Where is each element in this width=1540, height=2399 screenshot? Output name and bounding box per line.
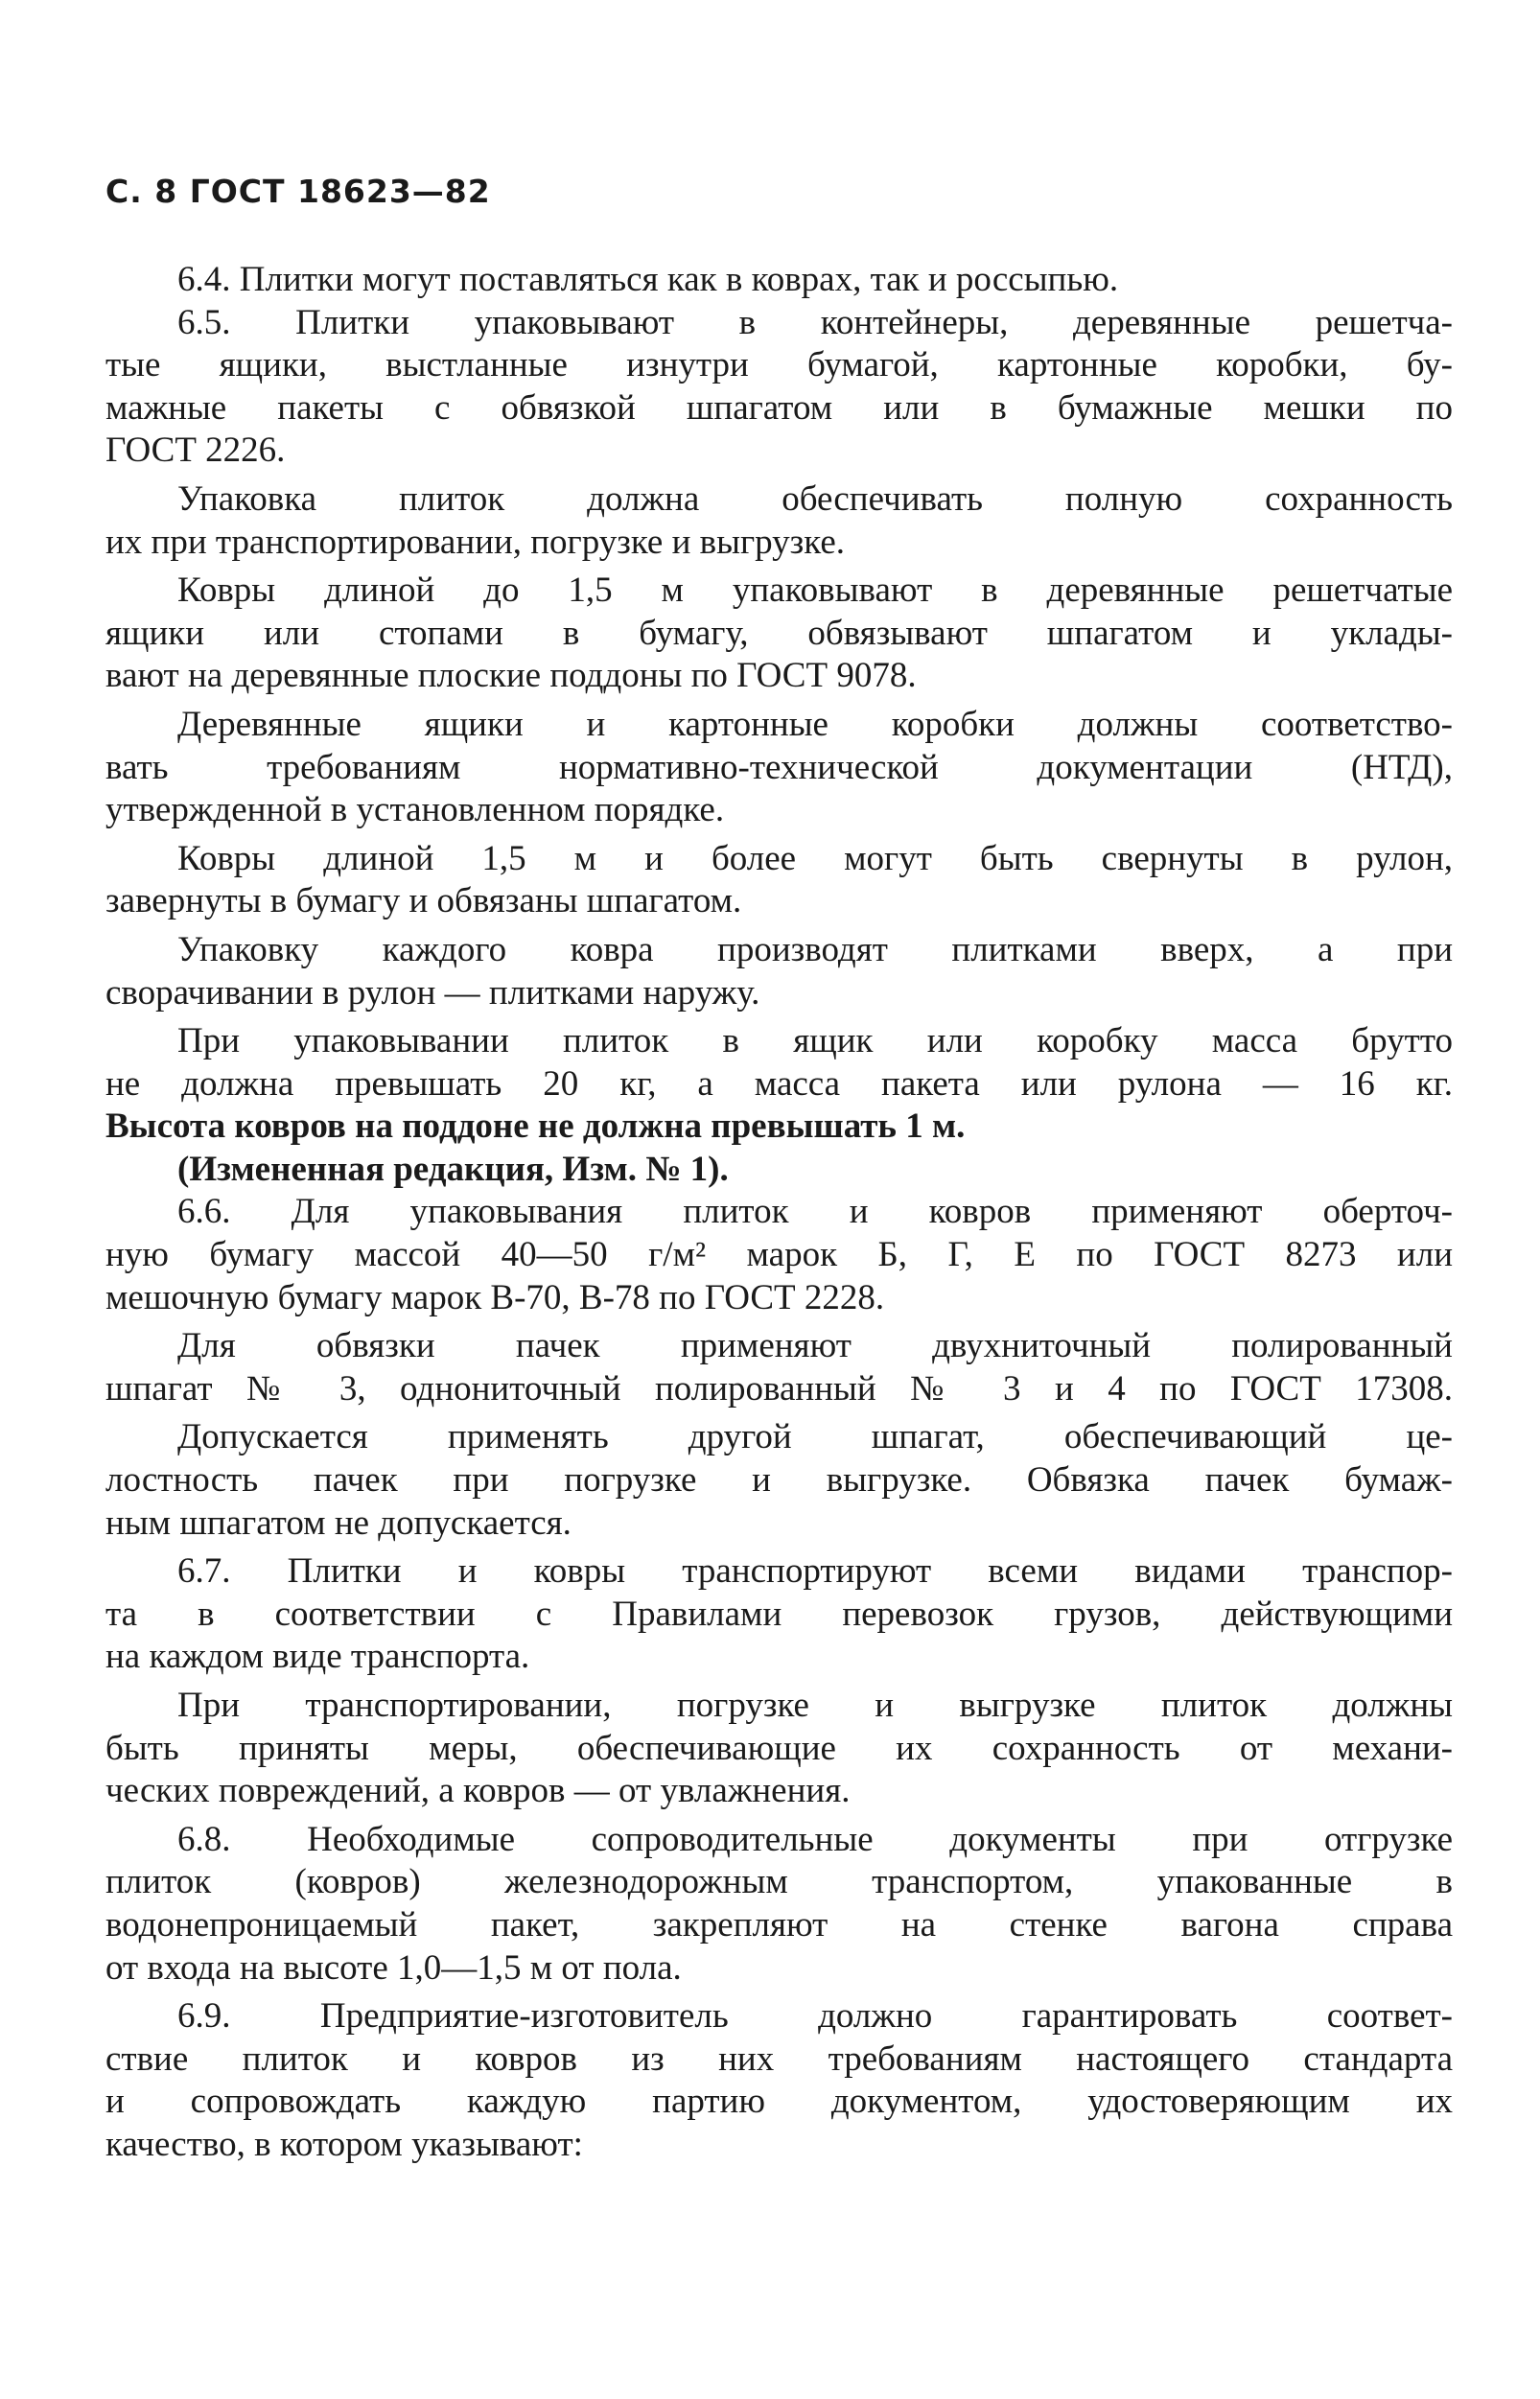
text-line: 6.5. Плитки упаковывают в контейнеры, деревянные решетча- — [177, 302, 1453, 342]
text-line: утвержденной в установленном порядке. — [105, 790, 725, 830]
text-line: Ковры длиной 1,5 м и более могут быть свернуты в рулон, — [177, 838, 1453, 878]
text-line: (Измененная редакция, Изм. № 1). — [177, 1149, 729, 1189]
text-line: ческих повреждений, а ковров — от увлажнения. — [105, 1771, 851, 1811]
body-text — [105, 259, 1453, 2167]
text-line: Упаковку каждого ковра производят плитками вверх, а при — [177, 929, 1453, 969]
text-line: не должна превышать 20 кг, а масса пакета или рулона — 16 кг. — [105, 1063, 1453, 1104]
page-header: С. 8 ГОСТ 18623—82 — [105, 173, 491, 210]
text-line: та в соответствии с Правилами перевозок грузов, действующими — [105, 1594, 1453, 1634]
text-line: Для обвязки пачек применяют двухниточный полированный — [177, 1326, 1453, 1366]
text-line: быть приняты меры, обеспечивающие их сохранность от механи- — [105, 1728, 1453, 1768]
text-line: Высота ковров на поддоне не должна превышать 1 м. — [105, 1106, 966, 1147]
text-line: тые ящики, выстланные изнутри бумагой, картонные коробки, бу- — [105, 345, 1453, 385]
text-line: мажные пакеты с обвязкой шпагатом или в бумажные мешки по — [105, 387, 1453, 428]
text-line: ящики или стопами в бумагу, обвязывают шпагатом и уклады- — [105, 613, 1453, 653]
text-line: мешочную бумагу марок В-70, В-78 по ГОСТ 2228. — [105, 1277, 885, 1317]
text-line: 6.4. Плитки могут поставляться как в коврах, так и россыпью. — [177, 260, 1119, 299]
text-line: Ковры длиной до 1,5 м упаковывают в деревянные решетчатые — [177, 571, 1453, 611]
text-line: ным шпагатом не допускается. — [105, 1502, 572, 1543]
text-line: вать требованиям нормативно-технической документации (НТД), — [105, 747, 1453, 787]
text-line: лостность пачек при погрузке и выгрузке. Обвязка пачек бумаж- — [105, 1460, 1453, 1501]
text-line: качество, в котором указывают: — [105, 2124, 583, 2164]
text-line: вают на деревянные плоские поддоны по ГОСТ 9078. — [105, 656, 917, 696]
text-line: 6.8. Необходимые сопроводительные документы при отгрузке — [177, 1819, 1453, 1859]
text-line: 6.9. Предприятие-изготовитель должно гарантировать соответ- — [177, 1996, 1453, 2037]
text-line: плиток (ковров) железнодорожным транспортом, упакованные в — [105, 1862, 1453, 1902]
text-line: Упаковка плиток должна обеспечивать полную сохранность — [177, 478, 1453, 519]
text-line: водонепроницаемый пакет, закрепляют на стенке вагона справа — [105, 1904, 1453, 1945]
text-line: ГОСТ 2226. — [105, 431, 286, 471]
text-line: и сопровождать каждую партию документом, удостоверяющим их — [105, 2082, 1453, 2122]
text-line: сворачивании в рулон — плитками наружу. — [105, 972, 760, 1013]
text-line: ную бумагу массой 40—50 г/м² марок Б, Г, Е по ГОСТ 8273 или — [105, 1235, 1453, 1275]
text-line: завернуты в бумагу и обвязаны шпагатом. — [105, 881, 742, 921]
text-line: 6.6. Для упаковывания плиток и ковров применяют оберточ- — [177, 1192, 1453, 1232]
text-line: При упаковывании плиток в ящик или коробку масса брутто — [177, 1021, 1453, 1061]
text-line: ствие плиток и ковров из них требованиям настоящего стандарта — [105, 2038, 1453, 2079]
text-line: Деревянные ящики и картонные коробки должны соответство- — [177, 704, 1453, 744]
text-line: При транспортировании, погрузке и выгрузке плиток должны — [177, 1686, 1453, 1725]
text-line: их при транспортировании, погрузке и выгрузке. — [105, 522, 846, 562]
text-line: 6.7. Плитки и ковры транспортируют всеми видами транспор- — [177, 1551, 1453, 1592]
text-line: на каждом виде транспорта. — [105, 1637, 530, 1677]
text-line: от входа на высоте 1,0—1,5 м от пола. — [105, 1947, 682, 1988]
text-line: шпагат № 3, однониточный полированный № 3 и 4 по ГОСТ 17308. — [105, 1368, 1453, 1409]
text-line: Допускается применять другой шпагат, обеспечивающий це- — [177, 1417, 1453, 1457]
